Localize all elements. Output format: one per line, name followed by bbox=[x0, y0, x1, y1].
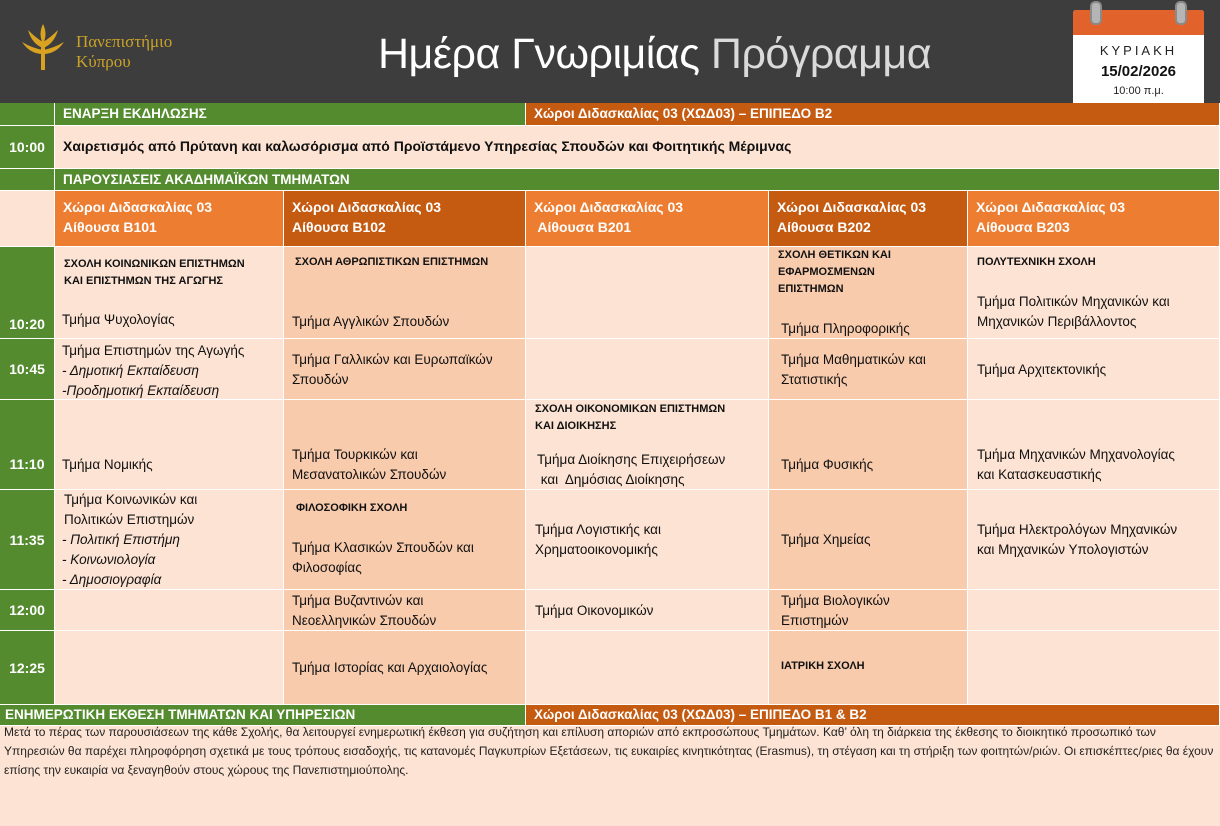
slot-b102-1135 bbox=[284, 490, 526, 590]
dept-mechanical: Τμήμα Μηχανικών Μηχανολογίας και Κατασκευαστικής bbox=[977, 447, 1175, 482]
dept-education-sub: - Δημοτική Εκπαίδευση bbox=[62, 363, 199, 378]
slot-b202-1135 bbox=[769, 490, 968, 590]
time-11-35: 11:35 bbox=[0, 490, 55, 590]
dept-business: Τμήμα Διοίκησης Επιχειρήσεων και Δημόσιας Διοίκησης bbox=[537, 452, 726, 487]
dept-education: Τμήμα Επιστημών της Αγωγής bbox=[62, 343, 245, 358]
dept-chemistry: Τμήμα Χημείας bbox=[781, 532, 871, 547]
room-header-b102: Χώροι Διδασκαλίας 03 Αίθουσα Β102 bbox=[284, 191, 526, 247]
slot-b102-1200 bbox=[284, 590, 526, 631]
slot-b202-1200 bbox=[769, 590, 968, 631]
school-economics: ΣΧΟΛΗ ΟΙΚΟΝΟΜΙΚΩΝ ΕΠΙΣΤΗΜΩΝ ΚΑΙ ΔΙΟΙΚΗΣΗΣ bbox=[535, 403, 726, 432]
dept-history: Τμήμα Ιστορίας και Αρχαιολογίας bbox=[292, 660, 488, 675]
university-logo-icon bbox=[22, 24, 64, 70]
room-header-b203: Χώροι Διδασκαλίας 03 Αίθουσα Β203 bbox=[968, 191, 1220, 247]
calendar-icon bbox=[1073, 10, 1204, 110]
slot-b102-1020 bbox=[284, 247, 526, 339]
slot-b202-1020 bbox=[769, 247, 968, 339]
calendar-day: ΚΥΡΙΑΚΗ bbox=[1099, 43, 1178, 58]
slot-b201-1045 bbox=[526, 339, 769, 400]
slot-b203-1225 bbox=[968, 631, 1220, 705]
slot-b201-1225 bbox=[526, 631, 769, 705]
time-11-10: 11:10 bbox=[0, 400, 55, 490]
title-sub: Πρόγραμμα bbox=[710, 30, 932, 78]
slot-b201-1135 bbox=[526, 490, 769, 590]
school-sciences: ΣΧΟΛΗ ΘΕΤΙΚΩΝ ΚΑΙ ΕΦΑΡΜΟΣΜΕΝΩΝ ΕΠΙΣΤΗΜΩΝ bbox=[778, 249, 891, 295]
slot-b102-1225 bbox=[284, 631, 526, 705]
spacer bbox=[0, 103, 55, 126]
dept-turkish: Τμήμα Τουρκικών και Μεσανατολικών Σπουδών bbox=[292, 447, 447, 482]
time-12-25: 12:25 bbox=[0, 631, 55, 705]
opening-venue: Χώροι Διδασκαλίας 03 (ΧΩΔ03) – ΕΠΙΠΕΔΟ Β2 bbox=[526, 103, 1220, 126]
page-header bbox=[0, 0, 1220, 103]
slot-b102-1110 bbox=[284, 400, 526, 490]
dept-biology: Τμήμα Βιολογικών Επιστημών bbox=[781, 593, 890, 628]
dept-accounting: Τμήμα Λογιστικής και Χρηματοοικονομικής bbox=[535, 522, 661, 557]
slot-b201-1020 bbox=[526, 247, 769, 339]
dept-social-political-sub: - Πολιτική Επιστήμη bbox=[62, 532, 180, 547]
slot-b101-1135: Τμήμα Κοινωνικών και Πολιτικών Επιστημών - Πολιτική Επιστήμη - Κοινωνιολογία - Δημοσιογραφία bbox=[55, 490, 284, 590]
school-humanities: ΣΧΟΛΗ ΑΘΡΩΠΙΣΤΙΚΩΝ ΕΠΙΣΤΗΜΩΝ bbox=[295, 256, 489, 268]
slot-b203-1110 bbox=[968, 400, 1220, 490]
time-10-45: 10:45 bbox=[0, 339, 55, 400]
page-title bbox=[378, 28, 931, 80]
spacer bbox=[0, 191, 55, 247]
slot-b101-1110 bbox=[55, 400, 284, 490]
dept-physics: Τμήμα Φυσικής bbox=[781, 457, 874, 472]
calendar-time: 10:00 π.μ. bbox=[1113, 85, 1164, 97]
slot-b102-1045 bbox=[284, 339, 526, 400]
title-main: Ημέρα Γνωριμίας bbox=[378, 30, 700, 78]
dept-cs: Τμήμα Πληροφορικής bbox=[781, 321, 910, 336]
university-name bbox=[76, 32, 172, 72]
presentations-label: ΠΑΡΟΥΣΙΑΣΕΙΣ ΑΚΑΔΗΜΑΪΚΩΝ ΤΜΗΜΑΤΩΝ bbox=[55, 169, 1220, 191]
room-header-b101: Χώροι Διδασκαλίας 03 Αίθουσα Β101 bbox=[55, 191, 284, 247]
time-10-20: 10:20 bbox=[0, 247, 55, 339]
dept-french: Τμήμα Γαλλικών και Ευρωπαϊκών Σπουδών bbox=[292, 352, 493, 387]
slot-b203-1200 bbox=[968, 590, 1220, 631]
slot-b101-1020 bbox=[55, 247, 284, 339]
university-name-line-1: Πανεπιστήμιο bbox=[76, 32, 173, 51]
expo-description: Μετά το πέρας των παρουσιάσεων της κάθε Σχολής, θα λειτουργεί ενημερωτική έκθεση για συζήτηση και επίλυση αποριών από εκπροσώπους Τμημάτων. Καθ’ όλη τη διάρκεια της έκθεσης το διοικητικό προσωπικό των Υπηρεσιών θα παρέχει πληροφόρηση σχετικά με τους τρόπους εισαδοχής, τις κατανομές Παγκυπρίων Εξετάσεων, τις ευκαιρίες κινητικότητας (Erasmus), τη στέγαση και τη στήριξη των φοιτητών/ριών. Οι επισκέπτες/ριες θα έχουν επίσης την ευκαιρία να ξεναγηθούν στους χώρους της Πανεπιστημιούπολης. bbox=[4, 725, 1214, 777]
dept-math: Τμήμα Μαθηματικών και Στατιστικής bbox=[781, 352, 926, 387]
room-header-b202: Χώροι Διδασκαλίας 03 Αίθουσα Β202 bbox=[769, 191, 968, 247]
expo-label: ΕΝΗΜΕΡΩΤΙΚΗ ΕΚΘΕΣΗ ΤΜΗΜΑΤΩΝ ΚΑΙ ΥΠΗΡΕΣΙΩΝ bbox=[0, 705, 526, 726]
expo-venue: Χώροι Διδασκαλίας 03 (ΧΩΔ03) – ΕΠΙΠΕΔΟ Β1 & Β2 bbox=[526, 705, 1220, 726]
slot-b101-1225 bbox=[55, 631, 284, 705]
dept-classics: Τμήμα Κλασικών Σπουδών και Φιλοσοφίας bbox=[292, 540, 474, 575]
calendar-ring-icon bbox=[1175, 1, 1187, 25]
slot-b203-1045 bbox=[968, 339, 1220, 400]
school-polytechnic: ΠΟΛΥΤΕΧΝΙΚΗ ΣΧΟΛΗ bbox=[977, 256, 1096, 268]
dept-law: Τμήμα Νομικής bbox=[62, 457, 153, 472]
welcome-text: Χαιρετισμός από Πρύτανη και καλωσόρισμα από Προϊστάμενο Υπηρεσίας Σπουδών και Φοιτητικής Μέριμνας bbox=[55, 126, 1220, 169]
room-header-b201: Χώροι Διδασκαλίας 03 Αίθουσα Β201 bbox=[526, 191, 769, 247]
slot-b202-1225 bbox=[769, 631, 968, 705]
dept-civil: Τμήμα Πολιτικών Μηχανικών και Μηχανικών Περιβάλλοντος bbox=[977, 294, 1170, 329]
slot-b202-1110 bbox=[769, 400, 968, 490]
dept-english: Τμήμα Αγγλικών Σπουδών bbox=[292, 314, 450, 329]
slot-b203-1020 bbox=[968, 247, 1220, 339]
dept-education-sub: -Προδημοτική Εκπαίδευση bbox=[62, 383, 220, 398]
dept-social-political-sub: - Δημοσιογραφία bbox=[62, 572, 162, 587]
slot-b101-1200 bbox=[55, 590, 284, 631]
dept-psychology: Τμήμα Ψυχολογίας bbox=[62, 312, 175, 327]
dept-byzantine: Τμήμα Βυζαντινών και Νεοελληνικών Σπουδών bbox=[292, 593, 437, 628]
spacer bbox=[0, 169, 55, 191]
school-philosophy: ΦΙΛΟΣΟΦΙΚΗ ΣΧΟΛΗ bbox=[296, 502, 408, 514]
calendar-date: 15/02/2026 bbox=[1100, 63, 1177, 80]
time-12-00: 12:00 bbox=[0, 590, 55, 631]
calendar-ring-icon bbox=[1090, 1, 1102, 25]
slot-b203-1135 bbox=[968, 490, 1220, 590]
opening-label: ΕΝΑΡΞΗ ΕΚΔΗΛΩΣΗΣ bbox=[55, 103, 526, 126]
dept-architecture: Τμήμα Αρχιτεκτονικής bbox=[977, 362, 1107, 377]
dept-ece: Τμήμα Ηλεκτρολόγων Μηχανικών και Μηχανικών Υπολογιστών bbox=[977, 522, 1178, 557]
dept-economics: Τμήμα Οικονομικών bbox=[535, 603, 654, 618]
school-medical: ΙΑΤΡΙΚΗ ΣΧΟΛΗ bbox=[781, 660, 865, 672]
slot-b201-1200 bbox=[526, 590, 769, 631]
time-10-00: 10:00 bbox=[0, 126, 55, 169]
university-name-line-2: Κύπρου bbox=[76, 52, 131, 71]
slot-b202-1045 bbox=[769, 339, 968, 400]
slot-b201-1110 bbox=[526, 400, 769, 490]
dept-social-political-sub: - Κοινωνιολογία bbox=[62, 552, 156, 567]
dept-social-political: Τμήμα Κοινωνικών και bbox=[64, 492, 198, 507]
slot-b101-1045 bbox=[55, 339, 284, 400]
school-social: ΣΧΟΛΗ ΚΟΙΝΩΝΙΚΩΝ ΕΠΙΣΤΗΜΩΝ ΚΑΙ ΕΠΙΣΤΗΜΩΝ ΤΗΣ ΑΓΩΓΗΣ bbox=[64, 258, 245, 287]
